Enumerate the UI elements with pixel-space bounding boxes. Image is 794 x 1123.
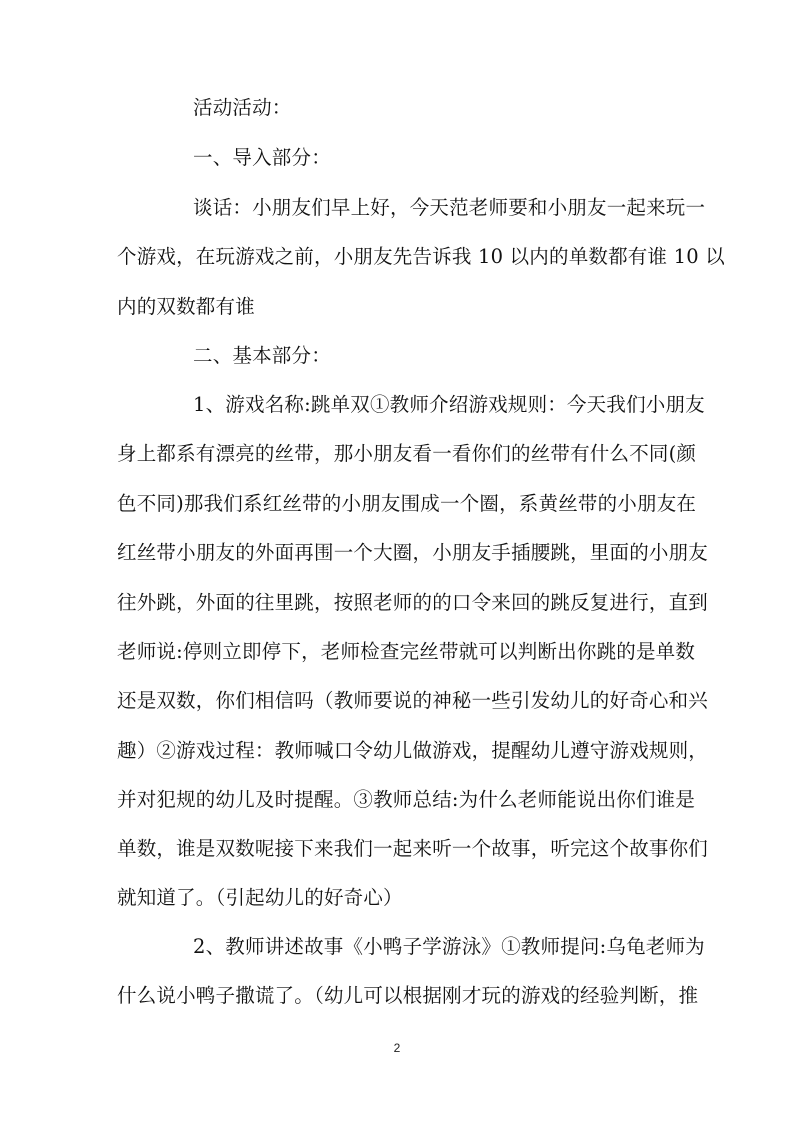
text-line: 个游戏，在玩游戏之前，小朋友先告诉我 10 以内的单数都有谁 10 以 — [117, 245, 725, 268]
text-line: 趣）②游戏过程：教师喊口令幼儿做游戏，提醒幼儿遵守游戏规则， — [117, 739, 709, 762]
page-number: 2 — [393, 1041, 401, 1055]
text-line: 色不同)那我们系红丝带的小朋友围成一个圈，系黄丝带的小朋友在 — [117, 492, 697, 515]
text-line: 老师说:停则立即停下，老师检查完丝带就可以判断出你跳的是单数 — [117, 640, 696, 663]
text-line: 活动活动： — [193, 96, 292, 119]
text-line: 1、游戏名称:跳单双①教师介绍游戏规则：今天我们小朋友 — [193, 393, 705, 416]
text-line: 还是双数，你们相信吗（教师要说的神秘一些引发幼儿的好奇心和兴 — [117, 689, 709, 712]
text-line: 内的双数都有谁 — [117, 295, 255, 318]
text-line: 红丝带小朋友的外面再围一个大圈，小朋友手插腰跳，里面的小朋友 — [117, 541, 709, 564]
section-heading: 二、基本部分： — [193, 344, 331, 367]
section-heading: 一、导入部分： — [193, 146, 331, 169]
text-line: 谈话：小朋友们早上好，今天范老师要和小朋友一起来玩一 — [193, 196, 706, 219]
text-line: 就知道了。（引起幼儿的好奇心） — [117, 886, 403, 909]
text-line: 身上都系有漂亮的丝带，那小朋友看一看你们的丝带有什么不同(颜 — [117, 442, 697, 465]
text-line: 往外跳，外面的往里跳，按照老师的的口令来回的跳反复进行，直到 — [117, 591, 709, 614]
text-line: 并对犯规的幼儿及时提醒。③教师总结:为什么老师能说出你们谁是 — [117, 788, 696, 811]
text-line: 单数，谁是双数呢接下来我们一起来听一个故事，听完这个故事你们 — [117, 837, 709, 860]
text-line: 什么说小鸭子撒谎了。（幼儿可以根据刚才玩的游戏的经验判断，推 — [117, 984, 699, 1007]
text-line: 2、教师讲述故事《小鸭子学游泳》①教师提问:乌龟老师为 — [193, 935, 705, 958]
